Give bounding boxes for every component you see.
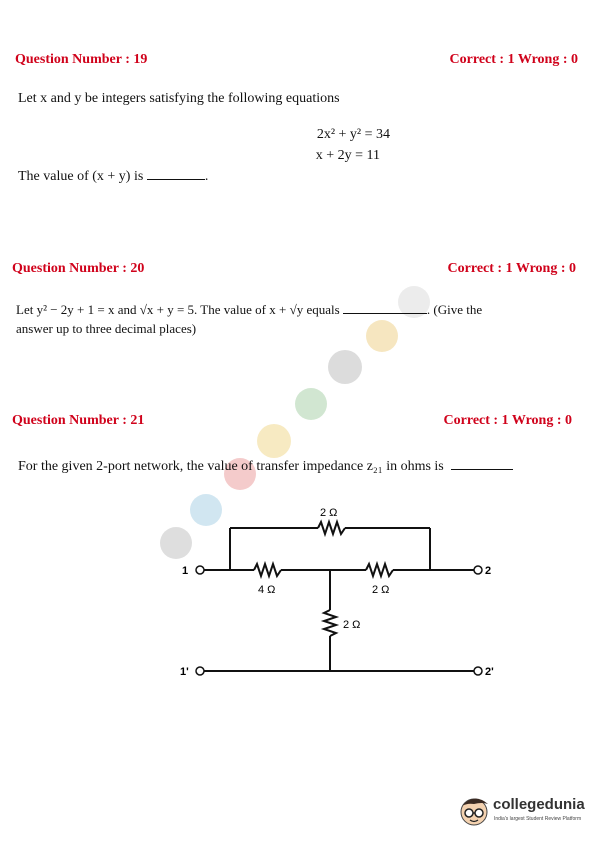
question-20-tail: . (Give the: [426, 302, 483, 317]
question-number-20: Question Number : 20: [12, 261, 145, 276]
terminal-1-prime: [196, 667, 204, 675]
port-2-label: 2: [485, 565, 492, 577]
question-21-prompt-text: For the given 2-port network, the value of transfer impedance z₂₁ in ohms is: [18, 459, 444, 474]
shunt-resistor-zigzag: [324, 610, 336, 636]
left-resistor-zigzag: [254, 564, 281, 576]
question-number-19: Question Number : 19: [15, 52, 148, 67]
collegedunia-logo: collegedunia: [493, 796, 585, 813]
right-resistor-label: 2 Ω: [372, 584, 390, 596]
top-resistor-label: 2 Ω: [320, 507, 338, 519]
equation-2: x + 2y = 11: [315, 148, 380, 163]
score-label-19: Correct : 1 Wrong : 0: [449, 52, 578, 67]
question-19-prompt-text: The value of (x + y) is: [18, 169, 144, 184]
port-2-prime-label: 2': [485, 666, 494, 678]
question-19-prompt: The value of (x + y) is .: [18, 169, 209, 184]
shunt-resistor-label: 2 Ω: [343, 619, 361, 631]
port-1-label: 1: [182, 565, 189, 577]
question-20-statement: Let y² − 2y + 1 = x and √x + y = 5. The value of x + √y equals: [16, 302, 340, 317]
collegedunia-mascot-icon: [458, 794, 492, 828]
terminal-1: [196, 566, 204, 574]
terminal-2: [474, 566, 482, 574]
left-resistor-label: 4 Ω: [258, 584, 276, 596]
question-20-line2: answer up to three decimal places): [16, 321, 197, 336]
terminal-2-prime: [474, 667, 482, 675]
score-label-21: Correct : 1 Wrong : 0: [443, 413, 572, 428]
question-19-intro: Let x and y be integers satisfying the following equations: [18, 91, 340, 106]
right-resistor-zigzag: [366, 564, 393, 576]
top-resistor-zigzag: [318, 522, 345, 534]
equation-1: 2x² + y² = 34: [316, 127, 390, 142]
question-number-21: Question Number : 21: [12, 413, 145, 428]
collegedunia-tagline: India's largest Student Review Platform: [494, 816, 582, 822]
port-1-prime-label: 1': [180, 666, 189, 678]
score-label-20: Correct : 1 Wrong : 0: [447, 261, 576, 276]
